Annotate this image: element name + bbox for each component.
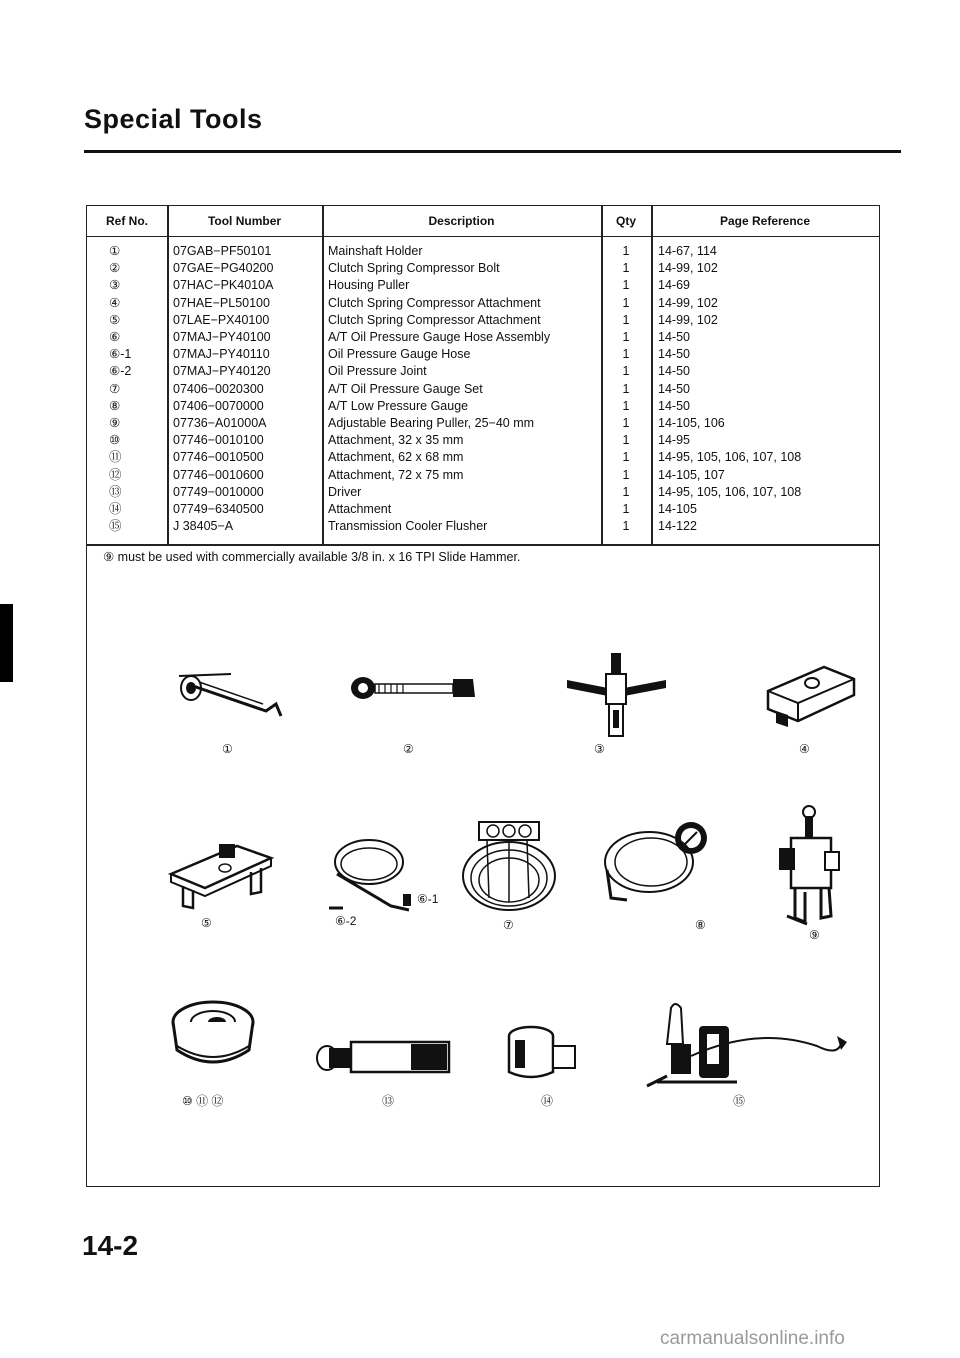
cell-ref: ⑮	[109, 519, 122, 534]
label-tool-6-1: ⑥-1	[417, 892, 439, 906]
table-row	[87, 467, 879, 484]
cell-ref: ⑥	[109, 330, 121, 344]
cell-desc: Transmission Cooler Flusher	[328, 519, 488, 534]
cell-desc: Attachment, 32 x 35 mm	[328, 433, 464, 448]
cell-page: 14-50	[658, 398, 690, 413]
cell-page: 14-50	[658, 381, 690, 396]
label-tool-3: ③	[594, 742, 605, 756]
cell-page: 14-99, 102	[658, 261, 718, 276]
page-number: 14-2	[82, 1230, 139, 1261]
cell-ref: ③	[109, 278, 121, 293]
cell-tool: 07MAJ−PY40120	[173, 364, 271, 379]
cell-desc: Oil Pressure Joint	[328, 364, 427, 379]
table-row	[87, 346, 879, 363]
gauge-hose-icon	[321, 836, 431, 916]
tools-frame	[86, 205, 880, 1187]
bearing-puller-icon	[767, 804, 847, 934]
cell-tool: 07736−A01000A	[173, 416, 267, 430]
cell-qty: 1	[622, 278, 630, 293]
cell-tool: 07746−0010600	[173, 467, 264, 482]
cell-ref: ⑥-2	[109, 364, 132, 379]
label-tool-2: ②	[403, 742, 414, 756]
cell-qty: 1	[622, 450, 630, 465]
cell-desc: A/T Low Pressure Gauge	[328, 398, 469, 413]
table-header	[87, 206, 879, 237]
table-row	[87, 295, 879, 312]
mainshaft-holder-icon	[171, 656, 291, 726]
col-qty: Qty	[615, 214, 636, 228]
cell-qty: 1	[622, 347, 630, 362]
cell-ref: ⑤	[109, 312, 121, 327]
cell-desc: Attachment, 62 x 68 mm	[328, 450, 464, 465]
page-title: Special Tools	[84, 104, 263, 134]
cell-desc: Attachment	[328, 502, 392, 516]
col-description: Description	[428, 214, 495, 228]
table-row	[87, 260, 879, 277]
cell-tool: 07746−0010500	[173, 450, 264, 465]
cell-ref: ②	[109, 261, 121, 276]
clutch-attachment-icon	[167, 836, 277, 911]
cell-tool: 07HAC−PK4010A	[173, 278, 274, 293]
cell-desc: Mainshaft Holder	[328, 244, 423, 258]
cell-page: 14-105, 106	[658, 416, 725, 430]
label-tool-15: ⑮	[733, 1094, 746, 1108]
cell-desc: Oil Pressure Gauge Hose	[328, 347, 471, 362]
table-row	[87, 449, 879, 466]
cell-page: 14-99, 102	[658, 312, 718, 327]
cell-desc: Clutch Spring Compressor Attachment	[328, 312, 541, 327]
cell-desc: A/T Oil Pressure Gauge Set	[328, 381, 483, 396]
cell-ref: ⑩	[109, 433, 121, 448]
cell-tool: 07749−6340500	[173, 502, 264, 516]
table-row	[87, 329, 879, 346]
table-row	[87, 363, 879, 380]
cell-page: 14-69	[658, 278, 690, 293]
cell-desc: Clutch Spring Compressor Bolt	[328, 261, 500, 276]
cell-tool: 07406−0070000	[173, 398, 264, 413]
cell-tool: 07MAJ−PY40110	[173, 347, 270, 362]
housing-puller-icon	[562, 648, 672, 743]
table-row	[87, 381, 879, 398]
cell-page: 14-105	[658, 502, 697, 516]
cell-ref: ④	[109, 295, 121, 310]
cell-desc: Clutch Spring Compressor Attachment	[328, 295, 541, 310]
watermark: carmanualsonline.info	[660, 1328, 845, 1349]
cell-ref: ⑫	[109, 467, 122, 482]
cell-page: 14-50	[658, 364, 690, 379]
label-tool-13: ⑬	[382, 1094, 395, 1108]
cell-ref: ⑥-1	[109, 347, 132, 362]
cell-desc: Driver	[328, 484, 362, 499]
pressure-gauge-set-icon	[457, 818, 567, 918]
label-tool-4: ④	[799, 742, 810, 756]
compressor-bolt-icon	[349, 673, 479, 703]
section-tab-marker	[0, 604, 13, 682]
cell-qty: 1	[622, 295, 630, 310]
cell-desc: Adjustable Bearing Puller, 25−40 mm	[328, 416, 535, 430]
cell-tool: 07GAB−PF50101	[173, 244, 272, 258]
label-tool-14: ⑭	[541, 1094, 554, 1108]
cell-qty: 1	[622, 244, 630, 258]
cell-tool: J 38405−A	[173, 519, 234, 534]
table-row	[87, 415, 879, 432]
cell-ref: ⑧	[109, 398, 121, 413]
cell-qty: 1	[622, 433, 630, 448]
driver-icon	[315, 1036, 455, 1076]
cell-tool: 07MAJ−PY40100	[173, 330, 271, 344]
label-tool-1: ①	[222, 742, 233, 756]
label-tool-8: ⑧	[695, 918, 706, 932]
table-row	[87, 277, 879, 294]
table-row	[87, 484, 879, 501]
cooler-flusher-icon	[637, 996, 857, 1096]
cell-qty: 1	[622, 484, 630, 499]
cell-ref: ①	[109, 244, 121, 258]
cell-qty: 1	[622, 519, 630, 534]
table-bottom-rule	[87, 544, 879, 546]
cell-desc: A/T Oil Pressure Gauge Hose Assembly	[328, 330, 551, 344]
table-row	[87, 518, 879, 535]
label-tool-5: ⑤	[201, 916, 212, 930]
cell-tool: 07749−0010000	[173, 484, 264, 499]
cell-page: 14-99, 102	[658, 295, 718, 310]
cell-qty: 1	[622, 416, 630, 430]
attachment-icon	[505, 1024, 585, 1084]
cell-page: 14-122	[658, 519, 697, 534]
attachment-set-icon	[169, 996, 259, 1076]
cell-page: 14-50	[658, 347, 690, 362]
cell-qty: 1	[622, 381, 630, 396]
cell-ref: ⑬	[109, 484, 122, 499]
cell-ref: ⑨	[109, 416, 121, 430]
table-row	[87, 432, 879, 449]
label-tool-9: ⑨	[809, 928, 820, 942]
table-note: ⑨ must be used with commercially available 3/8 in. x 16 TPI Slide Hammer.	[103, 550, 521, 564]
col-page-reference: Page Reference	[719, 214, 811, 228]
table-row	[87, 312, 879, 329]
cell-tool: 07LAE−PX40100	[173, 312, 270, 327]
cell-page: 14-95	[658, 433, 690, 448]
cell-desc: Housing Puller	[328, 278, 410, 293]
table-row	[87, 398, 879, 415]
cell-page: 14-95, 105, 106, 107, 108	[658, 450, 802, 465]
label-tool-6-2: ⑥-2	[335, 914, 357, 928]
cell-qty: 1	[622, 330, 630, 344]
label-tool-10-12: ⑩ ⑪ ⑫	[182, 1094, 224, 1108]
cell-qty: 1	[622, 467, 630, 482]
low-pressure-gauge-icon	[597, 818, 717, 908]
cell-ref: ⑪	[109, 450, 122, 465]
cell-qty: 1	[622, 502, 630, 516]
cell-page: 14-67, 114	[658, 244, 717, 258]
cell-ref: ⑦	[109, 381, 121, 396]
table-row	[87, 501, 879, 518]
col-ref-no: Ref No.	[106, 214, 148, 228]
cell-page: 14-105, 107	[658, 467, 725, 482]
cell-tool: 07746−0010100	[173, 433, 264, 448]
cell-qty: 1	[622, 398, 630, 413]
cell-qty: 1	[622, 312, 630, 327]
compressor-attachment-icon	[762, 661, 862, 731]
label-tool-7: ⑦	[503, 918, 514, 932]
title-rule	[84, 150, 901, 153]
cell-page: 14-95, 105, 106, 107, 108	[658, 484, 802, 499]
cell-page: 14-50	[658, 330, 690, 344]
table-row	[87, 243, 879, 260]
cell-ref: ⑭	[109, 502, 122, 516]
cell-tool: 07GAE−PG40200	[173, 261, 274, 276]
cell-desc: Attachment, 72 x 75 mm	[328, 467, 464, 482]
cell-qty: 1	[622, 364, 630, 379]
col-tool-number: Tool Number	[207, 214, 282, 228]
cell-tool: 07HAE−PL50100	[173, 295, 270, 310]
cell-qty: 1	[622, 261, 630, 276]
cell-tool: 07406−0020300	[173, 381, 264, 396]
